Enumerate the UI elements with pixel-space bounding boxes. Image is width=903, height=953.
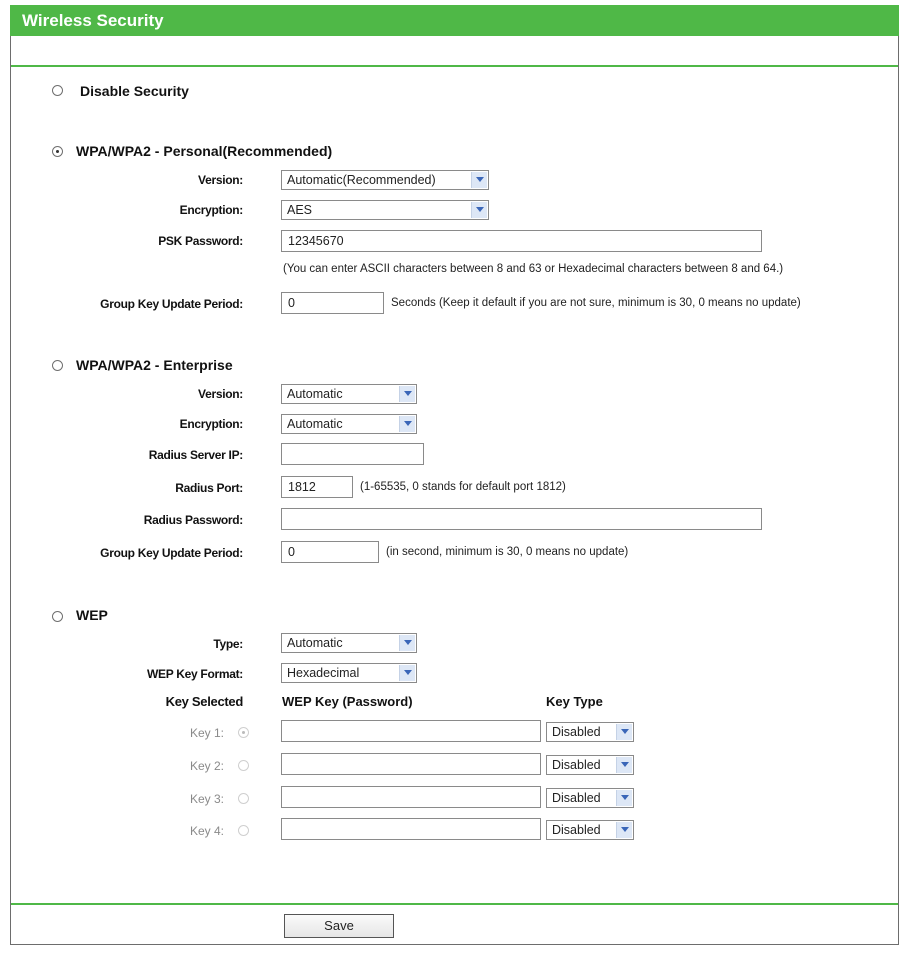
psk-password-hint: (You can enter ASCII characters between 8 and 63 or Hexadecimal characters between 8 and 64.): [283, 263, 784, 275]
wep-key-4-type-select[interactable]: [546, 820, 634, 840]
wep-key-4-input[interactable]: [281, 818, 541, 840]
enterprise-encryption-label: Encryption:: [179, 417, 243, 431]
wpa-enterprise-radio[interactable]: [52, 360, 63, 371]
personal-group-key-hint: Seconds (Keep it default if you are not sure, minimum is 30, 0 means no update): [391, 297, 801, 309]
chevron-down-icon: [399, 635, 415, 651]
chevron-down-icon: [616, 790, 632, 806]
enterprise-version-value: Automatic: [287, 387, 343, 401]
enterprise-version-label: Version:: [198, 387, 243, 401]
wep-type-label: Type:: [213, 637, 243, 651]
radius-port-label: Radius Port:: [175, 481, 243, 495]
page-title: Wireless Security: [10, 5, 899, 36]
personal-version-label: Version:: [198, 173, 243, 187]
wep-key-1-type-value: Disabled: [552, 725, 601, 739]
enterprise-encryption-value: Automatic: [287, 417, 343, 431]
enterprise-encryption-select[interactable]: [281, 414, 417, 434]
radius-password-label: Radius Password:: [143, 513, 243, 527]
chevron-down-icon: [616, 822, 632, 838]
wep-key-column-header: WEP Key (Password): [282, 694, 413, 709]
psk-password-input[interactable]: 12345670: [281, 230, 762, 252]
wep-key-2-radio[interactable]: [238, 760, 249, 771]
wep-key-format-select[interactable]: [281, 663, 417, 683]
wep-label: WEP: [76, 607, 108, 623]
radius-server-ip-label: Radius Server IP:: [148, 448, 243, 462]
wep-key-format-label: WEP Key Format:: [147, 667, 243, 681]
wep-key-1-radio[interactable]: [238, 727, 249, 738]
radius-password-input[interactable]: [281, 508, 762, 530]
psk-password-label: PSK Password:: [158, 234, 243, 248]
wep-key-4-label: Key 4:: [190, 824, 225, 838]
wep-key-3-input[interactable]: [281, 786, 541, 808]
wep-key-3-type-select[interactable]: [546, 788, 634, 808]
wpa-enterprise-label: WPA/WPA2 - Enterprise: [76, 357, 233, 373]
wpa-personal-label: WPA/WPA2 - Personal(Recommended): [76, 143, 333, 159]
chevron-down-icon: [471, 172, 487, 188]
wep-type-select[interactable]: [281, 633, 417, 653]
wep-key-2-type-select[interactable]: [546, 755, 634, 775]
wep-radio[interactable]: [52, 611, 63, 622]
chevron-down-icon: [399, 416, 415, 432]
enterprise-version-select[interactable]: [281, 384, 417, 404]
wep-key-4-radio[interactable]: [238, 825, 249, 836]
radius-port-input[interactable]: 1812: [281, 476, 353, 498]
key-selected-column-header: Key Selected: [165, 694, 243, 709]
disable-security-label: Disable Security: [80, 83, 189, 99]
radius-port-hint: (1-65535, 0 stands for default port 1812): [360, 481, 566, 493]
wep-key-3-label: Key 3:: [190, 792, 225, 806]
wep-key-1-input[interactable]: [281, 720, 541, 742]
personal-encryption-value: AES: [287, 203, 313, 217]
wep-key-1-label: Key 1:: [190, 726, 225, 740]
wep-key-1-type-select[interactable]: [546, 722, 634, 742]
personal-encryption-select[interactable]: [281, 200, 489, 220]
wep-type-value: Automatic: [287, 636, 343, 650]
enterprise-group-key-hint: (in second, minimum is 30, 0 means no update): [386, 546, 629, 558]
chevron-down-icon: [399, 665, 415, 681]
personal-group-key-input[interactable]: 0: [281, 292, 384, 314]
enterprise-group-key-input[interactable]: 0: [281, 541, 379, 563]
chevron-down-icon: [616, 724, 632, 740]
personal-version-select[interactable]: [281, 170, 489, 190]
wep-key-2-type-value: Disabled: [552, 758, 601, 772]
disable-security-radio[interactable]: [52, 85, 63, 96]
key-type-column-header: Key Type: [546, 694, 603, 709]
radius-server-ip-input[interactable]: [281, 443, 424, 465]
title-divider: [11, 65, 898, 67]
chevron-down-icon: [471, 202, 487, 218]
wep-key-3-radio[interactable]: [238, 793, 249, 804]
personal-group-key-label: Group Key Update Period:: [100, 297, 243, 311]
wep-key-3-type-value: Disabled: [552, 791, 601, 805]
wep-key-4-type-value: Disabled: [552, 823, 601, 837]
chevron-down-icon: [616, 757, 632, 773]
footer-divider: [11, 903, 898, 905]
wpa-personal-radio[interactable]: [52, 146, 63, 157]
wep-key-2-label: Key 2:: [190, 759, 225, 773]
wep-key-format-value: Hexadecimal: [287, 666, 360, 680]
wep-key-2-input[interactable]: [281, 753, 541, 775]
personal-version-value: Automatic(Recommended): [287, 173, 436, 187]
save-button[interactable]: Save: [284, 914, 394, 938]
enterprise-group-key-label: Group Key Update Period:: [100, 546, 243, 560]
chevron-down-icon: [399, 386, 415, 402]
personal-encryption-label: Encryption:: [179, 203, 243, 217]
